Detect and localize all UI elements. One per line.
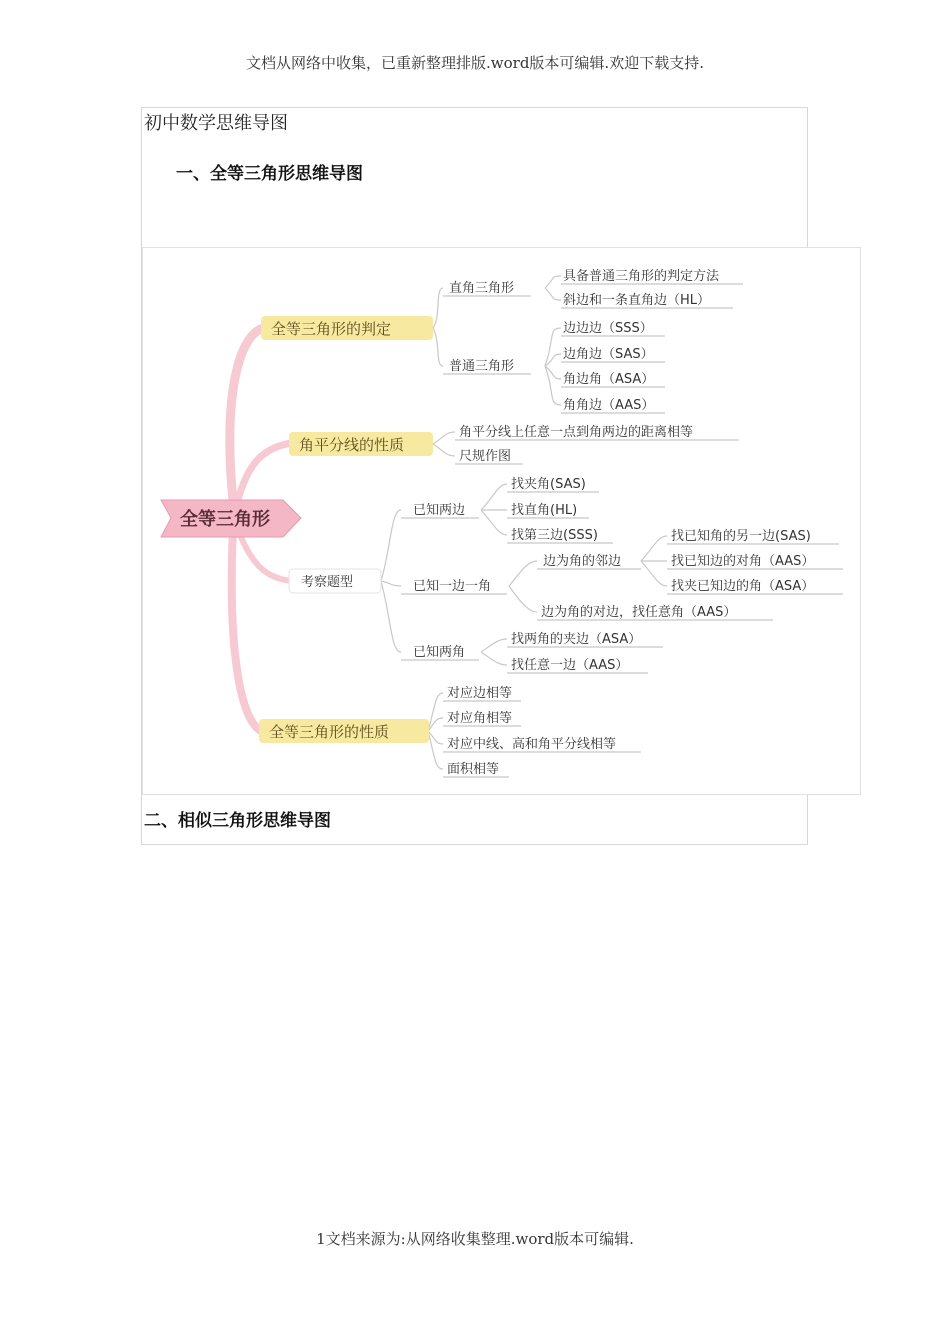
node-known-side-angle: 已知一边一角	[413, 579, 492, 594]
leaf-zj-1: 具备普通三角形的判定方法	[563, 269, 720, 284]
node-right-triangle: 直角三角形	[449, 281, 515, 296]
document-title: 初中数学思维导图	[144, 113, 288, 134]
leaf-jp-2: 尺规作图	[459, 449, 512, 464]
mindmap-branch-bisector	[289, 432, 433, 456]
mindmap-image	[142, 247, 861, 795]
leaf-pt-4: 角角边（AAS）	[563, 398, 655, 413]
leaf-lb-1: 找夹角(SAS)	[511, 477, 586, 492]
leaf-zj-2: 斜边和一条直角边（HL）	[563, 293, 711, 308]
mindmap-svg	[143, 248, 862, 796]
leaf-lin-3: 找夹已知边的角（ASA）	[671, 579, 815, 594]
leaf-pt-1: 边边边（SSS）	[563, 321, 653, 336]
branch-label-question-types: 考察题型	[301, 575, 354, 590]
branch-label-properties: 全等三角形的性质	[269, 723, 390, 741]
leaf-lin-2: 找已知边的对角（AAS）	[671, 554, 815, 569]
node-general-triangle: 普通三角形	[449, 359, 515, 374]
node-known-two-angles: 已知两角	[413, 645, 466, 660]
leaf-xz-2: 对应角相等	[447, 711, 513, 726]
section-2-heading: 二、相似三角形思维导图	[144, 811, 331, 831]
leaf-jp-1: 角平分线上任意一点到角两边的距离相等	[459, 425, 694, 440]
leaf-lin-1: 找已知角的另一边(SAS)	[671, 529, 811, 544]
leaf-opposite-side: 边为角的对边，找任意角（AAS）	[541, 605, 737, 620]
mindmap-root-node	[161, 500, 301, 537]
leaf-pt-3: 角边角（ASA）	[563, 372, 655, 387]
root-label: 全等三角形	[180, 509, 270, 530]
leaf-lb-2: 找直角(HL)	[511, 503, 578, 518]
page-header-note: 文档从网络中收集，已重新整理排版.word版本可编辑.欢迎下载支持.	[246, 54, 704, 72]
mindmap-branch-judgement	[261, 316, 433, 340]
branch-label-bisector: 角平分线的性质	[299, 436, 405, 454]
leaf-lj-2: 找任意一边（AAS）	[511, 658, 629, 673]
node-adjacent-side: 边为角的邻边	[543, 554, 622, 569]
leaf-lj-1: 找两角的夹边（ASA）	[511, 632, 642, 647]
mindmap-leaves	[413, 268, 814, 777]
leaf-xz-1: 对应边相等	[447, 686, 513, 701]
leaf-pt-2: 边角边（SAS）	[563, 347, 654, 362]
mindmap-branch-properties	[259, 719, 429, 743]
leaf-lb-3: 找第三边(SSS)	[511, 528, 598, 543]
node-known-two-sides: 已知两边	[413, 503, 466, 518]
section-1-heading: 一、全等三角形思维导图	[176, 164, 363, 184]
page-footer-note: 1文档来源为:从网络收集整理.word版本可编辑.	[316, 1230, 634, 1248]
mindmap-branch-question-types	[289, 569, 381, 593]
leaf-xz-4: 面积相等	[447, 762, 500, 777]
leaf-xz-3: 对应中线、高和角平分线相等	[447, 737, 617, 752]
branch-label-judgement: 全等三角形的判定	[271, 320, 392, 338]
